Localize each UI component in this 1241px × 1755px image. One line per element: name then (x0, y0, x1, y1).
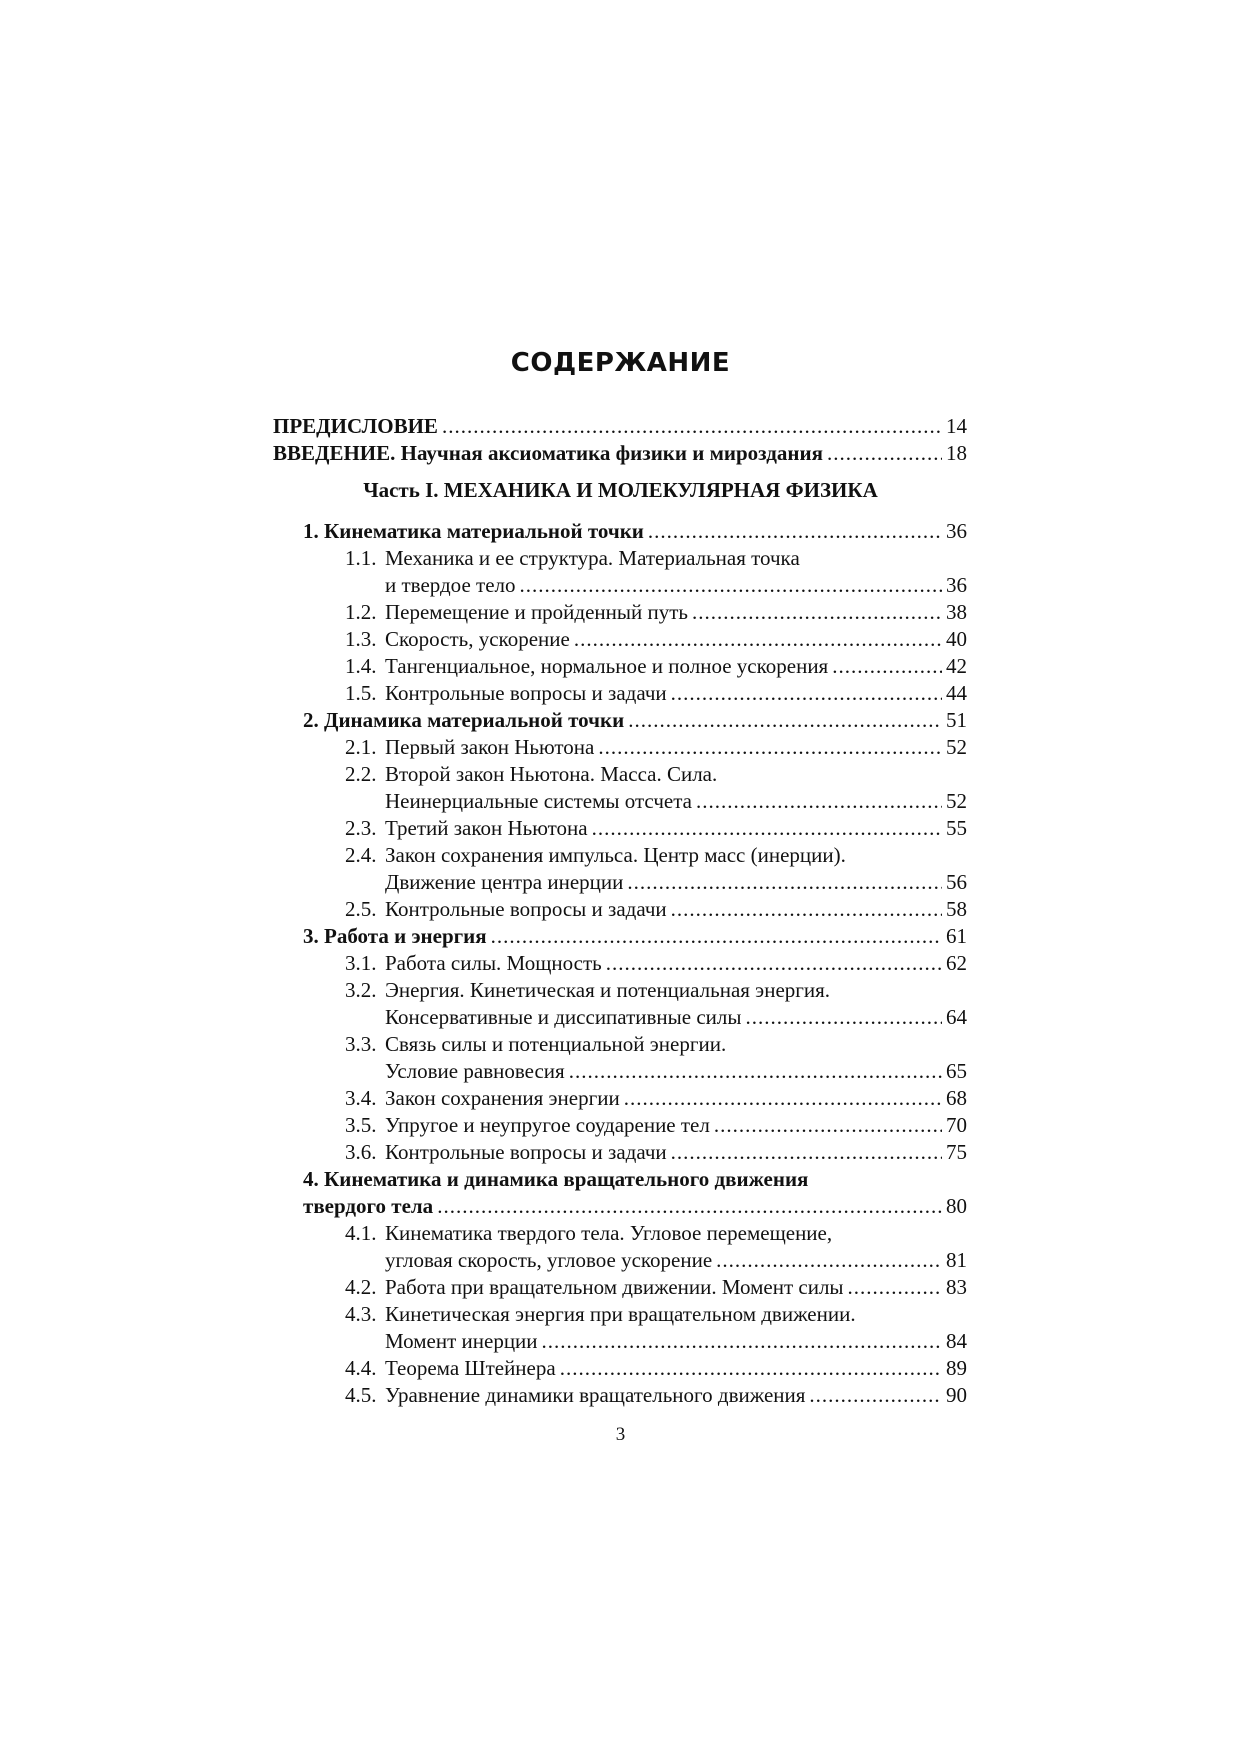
toc-section-1-3[interactable] (345, 626, 967, 653)
toc-section-number: 1.5. (345, 681, 377, 705)
toc-page-number: 51 (946, 708, 967, 732)
toc-page-number: 36 (946, 519, 967, 543)
dot-leader (542, 1328, 942, 1355)
toc-section-number: 4.1. (345, 1221, 377, 1245)
toc-page-number: 40 (946, 627, 967, 651)
toc-page-number: 89 (946, 1356, 967, 1380)
toc-section-4-2[interactable] (345, 1274, 967, 1301)
toc-entry-text: ВВЕДЕНИЕ. Научная аксиоматика физики и мироздания (273, 441, 823, 465)
toc-section-text: Теорема Штейнера (385, 1356, 556, 1380)
toc-section-4-4[interactable] (345, 1355, 967, 1382)
toc-section-text: Тангенциальное, нормальное и полное ускорения (385, 654, 829, 678)
toc-page-number: 68 (946, 1086, 967, 1110)
toc-section-text: Первый закон Ньютона (385, 735, 595, 759)
toc-section-number: 2.3. (345, 816, 377, 840)
toc-page-number: 90 (946, 1383, 967, 1407)
toc-section-1-5[interactable] (345, 680, 967, 707)
toc-section-3-5[interactable] (345, 1112, 967, 1139)
toc-section-1-1[interactable] (345, 545, 967, 572)
toc-entry-text: ПРЕДИСЛОВИЕ (273, 414, 438, 438)
dot-leader (809, 1382, 942, 1409)
toc-section-number: 4.2. (345, 1275, 377, 1299)
toc-page-number: 38 (946, 600, 967, 624)
toc-section-number: 3.3. (345, 1032, 377, 1056)
toc-section-number: 3.4. (345, 1086, 377, 1110)
toc-section-3-1[interactable] (345, 950, 967, 977)
toc-section-number: 4.5. (345, 1383, 377, 1407)
toc-section-text: Скорость, ускорение (385, 627, 570, 651)
toc-page-number: 65 (946, 1059, 967, 1083)
toc-section-2-3[interactable] (345, 815, 967, 842)
toc-section-number: 1.3. (345, 627, 377, 651)
toc-section-number: 2.2. (345, 762, 377, 786)
dot-leader (671, 680, 942, 707)
toc-chapter-4-cont[interactable] (303, 1193, 967, 1220)
toc-section-4-5[interactable] (345, 1382, 967, 1409)
toc-page-number: 52 (946, 735, 967, 759)
toc-section-text: Связь силы и потенциальной энергии. (385, 1032, 727, 1056)
toc-section-2-2-cont[interactable] (385, 788, 967, 815)
toc-section-text: Механика и ее структура. Материальная точка (385, 546, 800, 570)
toc-page-number: 80 (946, 1194, 967, 1218)
dot-leader (560, 1355, 942, 1382)
toc-section-number: 3.2. (345, 978, 377, 1002)
toc-section-text: Энергия. Кинетическая и потенциальная энергия. (385, 978, 831, 1002)
toc-page-number: 18 (946, 441, 967, 465)
dot-leader (574, 626, 942, 653)
dot-leader (437, 1193, 942, 1220)
toc-section-text: Закон сохранения энергии (385, 1086, 620, 1110)
toc-page-number: 14 (946, 414, 967, 438)
dot-leader (624, 1085, 942, 1112)
toc-section-text: Второй закон Ньютона. Масса. Сила. (385, 762, 718, 786)
dot-leader (569, 1058, 942, 1085)
toc-entry-preface[interactable] (273, 413, 967, 440)
dot-leader (671, 896, 942, 923)
toc-page-number: 58 (946, 897, 967, 921)
dot-leader (491, 923, 942, 950)
toc-page-number: 62 (946, 951, 967, 975)
dot-leader (696, 788, 942, 815)
toc-page-number: 75 (946, 1140, 967, 1164)
toc-section-3-2[interactable] (345, 977, 967, 1004)
toc-section-text: Упругое и неупругое соударение тел (385, 1113, 710, 1137)
toc-chapter-title: 2. Динамика материальной точки (303, 708, 625, 732)
toc-section-text: Закон сохранения импульса. Центр масс (инерции). (385, 843, 846, 867)
toc-section-number: 3.1. (345, 951, 377, 975)
toc-section-4-1[interactable] (345, 1220, 967, 1247)
dot-leader (692, 599, 942, 626)
page-number: 3 (615, 1424, 626, 1445)
toc-section-text: Контрольные вопросы и задачи (385, 1140, 667, 1164)
toc-page-number: 44 (946, 681, 967, 705)
toc-chapter-title: твердого тела (303, 1194, 434, 1218)
toc-section-3-2-cont[interactable] (385, 1004, 967, 1031)
dot-leader (627, 869, 942, 896)
toc-section-text: Неинерциальные системы отсчета (385, 789, 692, 813)
toc-chapter-title: 4. Кинематика и динамика вращательного движения (303, 1167, 809, 1191)
toc-section-2-5[interactable] (345, 896, 967, 923)
toc-section-2-2[interactable] (345, 761, 967, 788)
dot-leader (716, 1247, 942, 1274)
toc-section-number: 2.4. (345, 843, 377, 867)
toc-section-text: и твердое тело (385, 573, 516, 597)
toc-chapter-title: 1. Кинематика материальной точки (303, 519, 644, 543)
dot-leader (598, 734, 942, 761)
dot-leader (606, 950, 942, 977)
toc-page-number: 55 (946, 816, 967, 840)
toc-section-number: 4.4. (345, 1356, 377, 1380)
toc-section-text: Работа силы. Мощность (385, 951, 602, 975)
dot-leader (648, 518, 942, 545)
toc-section-number: 3.6. (345, 1140, 377, 1164)
toc-section-text: Контрольные вопросы и задачи (385, 681, 667, 705)
dot-leader (592, 815, 942, 842)
dot-leader (827, 440, 942, 467)
toc-section-text: Уравнение динамики вращательного движения (385, 1383, 806, 1407)
toc-section-text: Условие равновесия (385, 1059, 565, 1083)
toc-chapter-3[interactable] (303, 923, 967, 950)
page-title: СОДЕРЖАНИЕ (510, 348, 731, 378)
dot-leader (520, 572, 943, 599)
toc-section-1-2[interactable] (345, 599, 967, 626)
toc-section-number: 1.2. (345, 600, 377, 624)
toc-section-text: угловая скорость, угловое ускорение (385, 1248, 713, 1272)
toc-section-number: 1.1. (345, 546, 377, 570)
toc-section-3-6[interactable] (345, 1139, 967, 1166)
dot-leader (848, 1274, 942, 1301)
dot-leader (745, 1004, 942, 1031)
toc-chapter-1[interactable] (303, 518, 967, 545)
toc-page-number: 84 (946, 1329, 967, 1353)
toc-page-number: 81 (946, 1248, 967, 1272)
toc-section-3-3[interactable] (345, 1031, 967, 1058)
part-heading: Часть I. МЕХАНИКА И МОЛЕКУЛЯРНАЯ ФИЗИКА (363, 478, 878, 502)
dot-leader (671, 1139, 942, 1166)
toc-page-number: 36 (946, 573, 967, 597)
toc-section-number: 2.1. (345, 735, 377, 759)
toc-section-text: Консервативные и диссипативные силы (385, 1005, 742, 1029)
toc-section-4-1-cont[interactable] (385, 1247, 967, 1274)
toc-section-2-4[interactable] (345, 842, 967, 869)
toc-chapter-4[interactable] (303, 1166, 967, 1193)
toc-section-text: Момент инерции (385, 1329, 538, 1353)
toc-page-number: 56 (946, 870, 967, 894)
dot-leader (628, 707, 942, 734)
toc-section-3-3-cont[interactable] (385, 1058, 967, 1085)
toc-section-2-4-cont[interactable] (385, 869, 967, 896)
dot-leader (832, 653, 942, 680)
toc-page-number: 64 (946, 1005, 967, 1029)
toc-entry-introduction[interactable] (273, 440, 967, 467)
toc-section-1-4[interactable] (345, 653, 967, 680)
toc-chapter-2[interactable] (303, 707, 967, 734)
dot-leader (442, 413, 942, 440)
toc-section-text: Контрольные вопросы и задачи (385, 897, 667, 921)
toc-page-number: 52 (946, 789, 967, 813)
toc-page-number: 42 (946, 654, 967, 678)
toc-section-4-3-cont[interactable] (385, 1328, 967, 1355)
toc-section-number: 1.4. (345, 654, 377, 678)
toc-section-text: Перемещение и пройденный путь (385, 600, 688, 624)
toc-section-4-3[interactable] (345, 1301, 967, 1328)
toc-section-number: 4.3. (345, 1302, 377, 1326)
toc-section-2-1[interactable] (345, 734, 967, 761)
toc-section-number: 3.5. (345, 1113, 377, 1137)
toc-section-text: Третий закон Ньютона (385, 816, 588, 840)
toc-section-text: Работа при вращательном движении. Момент силы (385, 1275, 844, 1299)
toc-page-number: 61 (946, 924, 967, 948)
toc-section-number: 2.5. (345, 897, 377, 921)
toc-section-3-4[interactable] (345, 1085, 967, 1112)
toc-section-text: Движение центра инерции (385, 870, 624, 894)
toc-section-text: Кинетическая энергия при вращательном движении. (385, 1302, 856, 1326)
toc-page-number: 70 (946, 1113, 967, 1137)
toc-page-number: 83 (946, 1275, 967, 1299)
dot-leader (714, 1112, 942, 1139)
toc-section-text: Кинематика твердого тела. Угловое перемещение, (385, 1221, 833, 1245)
toc-chapter-title: 3. Работа и энергия (303, 924, 487, 948)
toc-section-1-1-cont[interactable] (385, 572, 967, 599)
